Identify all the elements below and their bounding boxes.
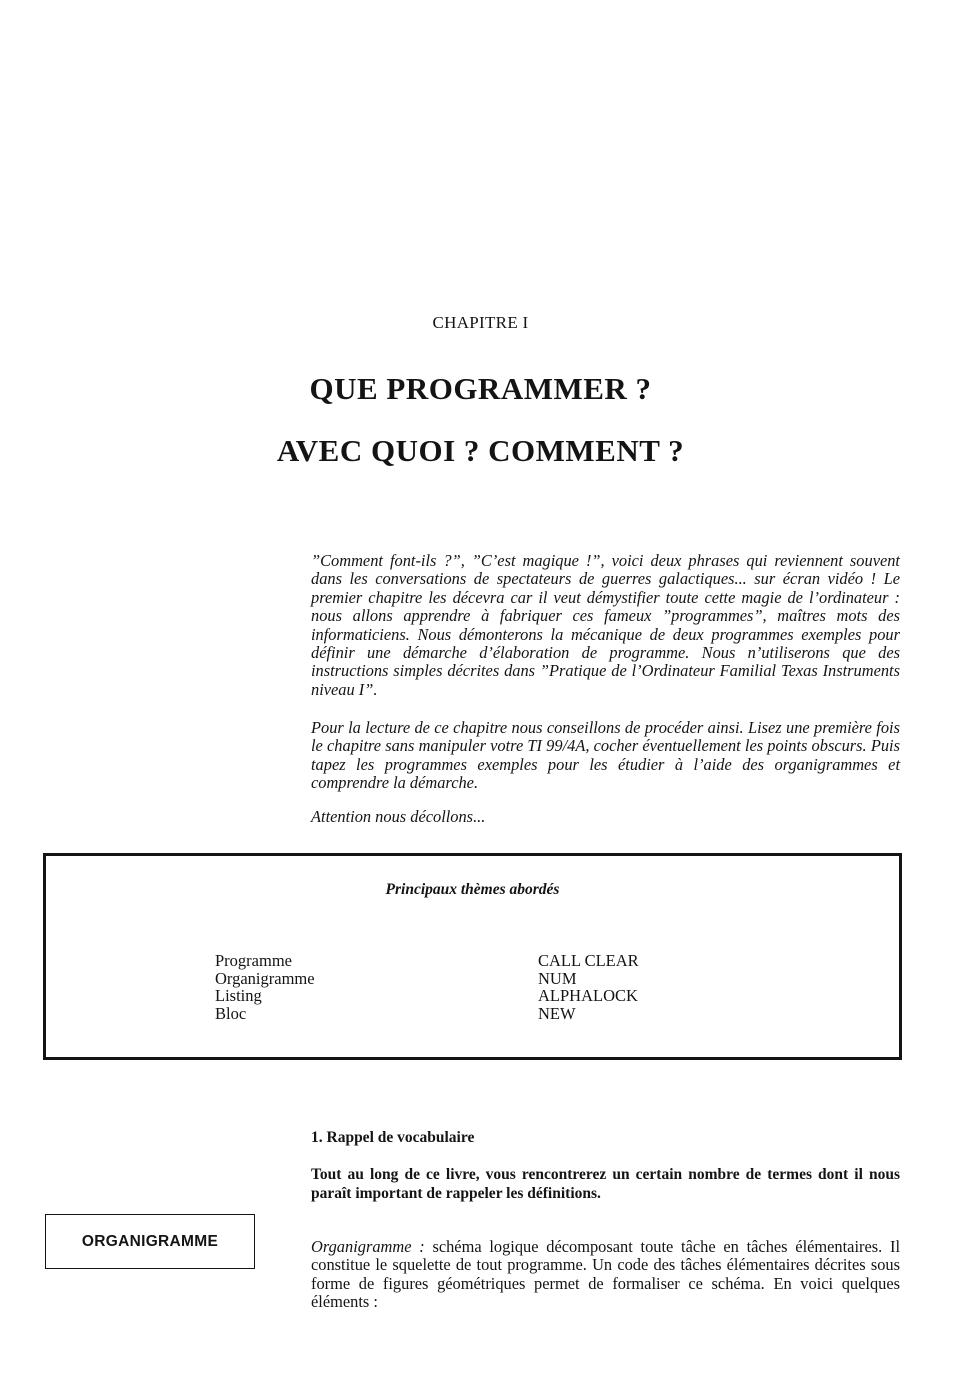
chapter-title-line-2: AVEC QUOI ? COMMENT ?	[276, 433, 685, 468]
intro-paragraph-1-text: ”Comment font-ils ?”, ”C’est magique !”, voici deux phrases qui reviennent souvent dans les conversations de spectateurs de guerres galactiques... sur écran vidéo ! Le premier chapitre les décevra car il veut démystifier toute cette magie de l’ordinateur : nous allons apprendre à fabriquer ces fameux ”programmes”, maîtres mots des informaticiens. Nous démonterons la mécanique de deux programmes exemples pour définir une démarche d’élaboration de programme. Nous n’utiliserons que des instructions simples décrites dans ”Pratique de l’Ordinateur Familial Texas Instruments niveau I”.	[311, 551, 900, 699]
section-heading: 1. Rappel de vocabulaire	[311, 1129, 475, 1146]
definition-term: Organigramme :	[311, 1237, 425, 1256]
theme-item: NEW	[538, 1003, 576, 1023]
theme-item: ALPHALOCK	[538, 986, 638, 1006]
theme-item: Programme	[215, 951, 292, 970]
themes-list-right	[538, 952, 639, 1022]
margin-keyword: ORGANIGRAMME	[81, 1232, 219, 1250]
theme-item: Organigramme	[215, 968, 315, 988]
intro-paragraph-3	[311, 808, 900, 826]
definition-paragraph	[311, 1238, 900, 1312]
theme-item: CALL CLEAR	[538, 951, 639, 970]
chapter-label: CHAPITRE I	[432, 313, 529, 332]
themes-box	[43, 853, 902, 1060]
intro-paragraph-1	[311, 552, 900, 699]
chapter-title-line-1: QUE PROGRAMMER ?	[309, 371, 652, 406]
section-lead: Tout au long de ce livre, vous rencontrerez un certain nombre de termes dont il nous paraît important de rappeler les définitions.	[311, 1166, 900, 1202]
themes-title: Principaux thèmes abordés	[385, 881, 560, 898]
definition-text: schéma logique décomposant toute tâche en tâches élémentaires. Il constitue le squelette de tout programme. Un code des tâches élémentaires décrites sous forme de figures géométriques permet de formaliser ce schéma. En voici quelques éléments :	[311, 1237, 900, 1312]
themes-list-left	[215, 952, 315, 1022]
intro-paragraph-3-text: Attention nous décollons...	[311, 807, 486, 826]
margin-keyword-box	[45, 1214, 255, 1269]
theme-item: Bloc	[215, 1003, 247, 1023]
intro-paragraph-2	[311, 719, 900, 793]
intro-paragraph-2-text: Pour la lecture de ce chapitre nous conseillons de procéder ainsi. Lisez une première fois le chapitre sans manipuler votre TI 99/4A, cocher éventuellement les points obscurs. Puis tapez les programmes exemples pour les étudier à l’aide des organigrammes et comprendre la démarche.	[311, 718, 900, 793]
theme-item: Listing	[215, 986, 262, 1006]
theme-item: NUM	[538, 968, 577, 988]
